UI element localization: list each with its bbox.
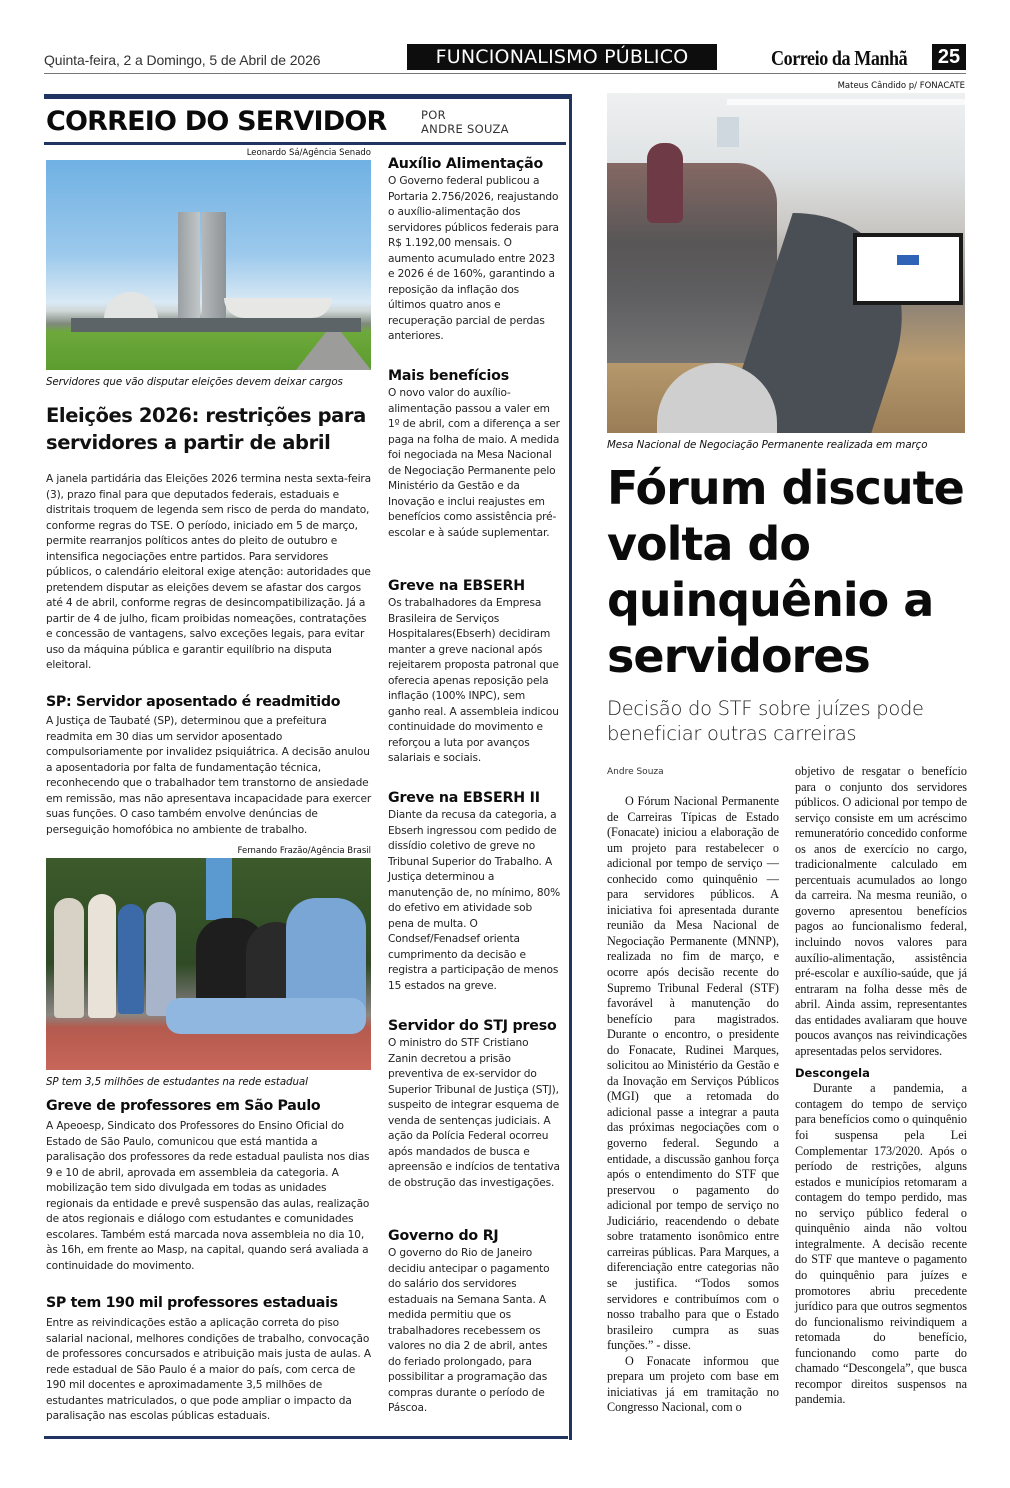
story-headline: SP tem 190 mil professores estaduais (46, 1295, 338, 1311)
article-paragraph: O Fonacate informou que prepara um projeto com base em iniciativas já em tramitação no Congresso Nacional, com o (607, 1353, 779, 1415)
side-note-headline: Auxílio Alimentação (388, 156, 544, 172)
side-note-body: O Governo federal publicou a Portaria 2.756/2026, reajustando o auxílio-alimentação dos servidores públicos federais para R$ 1.192,00 mensais. O aumento acumulado entre 2023 e 2026 é de 160%, garantindo a reposição da inflação dos últimos quatro anos e recuperação parcial de perdas anteriores. (388, 175, 559, 342)
feature-author: Andre Souza (607, 767, 664, 777)
person-standing (118, 904, 144, 1014)
photo-caption: Servidores que vão disputar eleições devem deixar cargos (46, 376, 343, 388)
masthead-divider (44, 73, 966, 74)
story-body: A janela partidária das Eleições 2026 termina nesta sexta-feira (3), prazo final para que deputados federais, estaduais e distritais troquem de legenda sem risco de perda do mandato, conforme regras do TSE. O período, iniciado em 5 de março, permite rearranjos políticos antes do pleito de outubro e intensifica negociações entre partidos. Para servidores públicos, o calendário eleitoral exige atenção: autoridades que pretendem disputar as eleições devem se afastar dos cargos até 4 de abril, conforme regras de desincompatibilização. Já a partir de 4 de julho, ficam proibidas nomeações, contratações e concessão de vantagens, salvo exceções legais, para evitar uso da máquina pública e garantir equilíbrio na disputa eleitoral. (46, 473, 371, 671)
article-paragraph: Durante a pandemia, a contagem do tempo de serviço para benefícios como o quinquênio foi suspensa pela Lei Complementar 173/2020. Após o período de restrições, alguns estados e municípios retomaram a contagem do tempo perdido, mas no serviço público federal o quinquênio ainda não voltou integralmente. A decisão recente do STF que manteve o pagamento do quinquênio para juízes e promotores abriu precedente jurídico para que outros segmentos do funcionalismo reivindiquem a retomada do benefício, funcionando como parte do chamado “Descongela”, que busca recompor direitos suspensos na pandemia. (795, 1081, 967, 1407)
side-note-headline: Governo do RJ (388, 1228, 499, 1244)
presentation-screen (853, 233, 963, 305)
column-title-rule (44, 142, 566, 145)
side-note-body: O novo valor do auxílio-alimentação passou a valer em 1º de abril, com a diferença a ser paga na folha de maio. A medida foi negociada na Mesa Nacional de Negociação Permanente pelo Ministério da Gestão e da Inovação e inclui reajustes em benefícios como assistência pré-escolar e à saúde suplementar. (388, 387, 560, 539)
byline-name: ANDRE SOUZA (421, 122, 509, 136)
column-byline (421, 108, 509, 136)
story-headline: SP: Servidor aposentado é readmitido (46, 694, 341, 710)
meeting-room-photo (607, 93, 965, 433)
box-bottom-rule (44, 1436, 568, 1439)
edition-date: Quinta-feira, 2 a Domingo, 5 de Abril de 2026 (44, 52, 321, 68)
side-note-body: Os trabalhadores da Empresa Brasileira de Serviços Hospitalares(Ebserh) decidiram manter a greve nacional após rejeitarem proposta patronal que oferecia apenas reposição pela inflação (100% INPC), sem ganho real. A assembleia indicou continuidade do movimento e reforçou a luta por avanços salariais e sociais. (388, 597, 559, 764)
article-subhead: Descongela (795, 1066, 870, 1081)
side-note-headline: Greve na EBSERH (388, 578, 525, 594)
congress-base (71, 318, 361, 332)
students-photo (46, 858, 371, 1070)
story-body: A Justiça de Taubaté (SP), determinou que a prefeitura readmita em 30 dias um servidor aposentado compulsoriamente por invalidez psiquiátrica. A decisão anulou a aposentadoria por falta de fundamentação técnica, reconhecendo que o trabalhador tem transtorno de ansiedade em remissão, mas não apresentava incapacidade para exercer suas funções. O caso também envolve denúncias de perseguição homofóbica no ambiente de trabalho. (46, 715, 372, 836)
tower-left (178, 212, 200, 320)
page-number: 25 (932, 44, 966, 70)
side-note-headline: Mais benefícios (388, 368, 509, 384)
side-note (388, 1018, 560, 1191)
story-headline: Eleições 2026: restrições para servidores a partir de abril (46, 404, 366, 454)
side-note (388, 368, 560, 541)
page-masthead (44, 44, 966, 74)
photo-credit: Leonardo Sá/Agência Senado (246, 148, 371, 158)
story-body: A Apeoesp, Sindicato dos Professores do Ensino Oficial do Estado de São Paulo, comunicou que está mantida a paralisação dos professores da rede estadual paulista nos dias 9 e 10 de abril, aprovada em assembleia da categoria. A mobilização tem sido divulgada em todas as unidades regionais da entidade e prevê suspensão das aulas, realização de atos regionais e diálogo com estudantes e comunidades escolares. Também está marcada nova assembleia no dia 10, às 16h, em frente ao Masp, na capital, quando será avaliada a continuidade do movimento. (46, 1120, 370, 1272)
side-note (388, 1228, 560, 1417)
photo-caption: Mesa Nacional de Negociação Permanente realizada em março (607, 439, 928, 451)
seated-participants (607, 163, 777, 363)
congress-building-photo (46, 160, 371, 370)
wall-monitor (717, 117, 739, 147)
article-paragraph: O Fórum Nacional Permanente de Carreiras Típicas de Estado (Fonacate) iniciou a elaboração de um projeto para restabelecer o adicional por tempo de serviço — conhecido como quinquênio — para servidores públicos. A iniciativa foi apresentada durante reunião da Mesa Nacional de Negociação Permanente (MNNP), realizada no fim de março, e ocorre após decisão recente do Supremo Tribunal Federal (STF) favorável à manutenção do benefício para magistrados. Durante o encontro, o presidente do Fonacate, Rudinei Marques, solicitou ao Ministério da Gestão e da Inovação em Serviços Públicos (MGI) que a retomada do adicional passe a integrar a pauta das próximas negociações com o governo federal. Segundo a entidade, a discussão ganhou força após o entendimento do STF que preservou o pagamento do adicional por tempo de serviço no Judiciário, reacendendo o debate sobre tratamento isonômico entre carreiras públicas. Para Marques, a diferenciação entre categorias não se justifica. “Todos somos servidores e contribuímos com o nosso trabalho para que o Estado brasileiro cumpra as suas funções.” - disse. (607, 794, 779, 1353)
side-note-headline: Servidor do STJ preso (388, 1018, 557, 1034)
chamber-bowl (224, 298, 332, 318)
article-column-2 (795, 764, 967, 1408)
ceiling-light (727, 99, 965, 105)
photo-credit: Mateus Cândido p/ FONACATE (837, 81, 965, 91)
blue-panel (206, 858, 232, 920)
column-title: CORREIO DO SERVIDOR (46, 106, 387, 137)
tower-right (202, 212, 226, 320)
side-note-headline: Greve na EBSERH II (388, 790, 540, 806)
screen-logo (897, 255, 919, 265)
side-note-body: Diante da recusa da categoria, a Ebserh ingressou com pedido de dissídio coletivo de greve no Tribunal Superior do Trabalho. A Justiça determinou a manutenção de, no mínimo, 80% do efetivo em atividade sob pena de multa. O Condsef/Fenadsef orienta cumprimento da decisão e registra a participação de menos 15 estados na greve. (388, 809, 560, 992)
side-note (388, 578, 560, 767)
photo-credit: Fernando Frazão/Agência Brasil (237, 846, 371, 856)
article-column-1 (607, 794, 779, 1416)
side-note (388, 790, 560, 994)
person-standing (88, 894, 116, 1018)
section-label: FUNCIONALISMO PÚBLICO (407, 44, 717, 70)
newspaper-logo: Correio da Manhã (771, 46, 908, 70)
article-paragraph: objetivo de resgatar o benefício para o conjunto dos servidores públicos. O adicional por tempo de serviço consiste em um acréscimo remuneratório concedido conforme os anos de exercício no cargo, tradicionalmente calculado em percentuais acumulados ao longo da carreira. Na mesma reunião, o governo apresentou benefícios pagos ao funcionalismo federal, incluindo novos valores para auxílio-alimentação, assistência pré-escolar e auxílio-saúde, que já entraram na folha desse mês de abril. Ainda assim, representantes das entidades avaliaram que houve poucos avanços nas reivindicações apresentadas pelos servidores. (795, 764, 967, 1058)
side-note-body: O ministro do STF Cristiano Zanin decretou a prisão preventiva de ex-servidor do Superior Tribunal de Justiça (STJ), suspeito de integrar esquema de venda de sentenças judiciais. A ação da Polícia Federal ocorreu após mandados de busca e apreensão e indícios de tentativa de obstrução das investigações. (388, 1037, 560, 1189)
road (296, 332, 371, 370)
feature-subheadline: Decisão do STF sobre juízes pode beneficiar outras carreiras (607, 697, 924, 745)
side-note (388, 156, 560, 345)
photographer (647, 143, 683, 223)
byline-by: POR (421, 108, 446, 122)
story-body: Entre as reivindicações estão a aplicação correta do piso salarial nacional, melhores condições de trabalho, convocação de professores concursados e atribuição mais justa de aulas. A rede estadual de São Paulo é a maior do país, com cerca de 190 mil docentes e aproximadamente 3,5 milhões de estudantes matriculados, o que pode ampliar o impacto da paralisação nas escolas públicas estaduais. (46, 1317, 371, 1422)
person-standing (146, 902, 176, 1016)
side-note-body: O governo do Rio de Janeiro decidiu antecipar o pagamento do salário dos servidores estaduais na Semana Santa. A medida permitiu que os trabalhadores recebessem os valores no dia 2 de abril, antes do feriado prolongado, para possibilitar a programação das compras durante o período de Páscoa. (388, 1247, 550, 1414)
story-headline: Greve de professores em São Paulo (46, 1098, 321, 1114)
photo-caption: SP tem 3,5 milhões de estudantes na rede estadual (46, 1076, 308, 1088)
student-legs (166, 998, 366, 1034)
person-standing (54, 898, 84, 1018)
feature-headline: Fórum discute volta do quinquênio a servidores (607, 461, 964, 683)
